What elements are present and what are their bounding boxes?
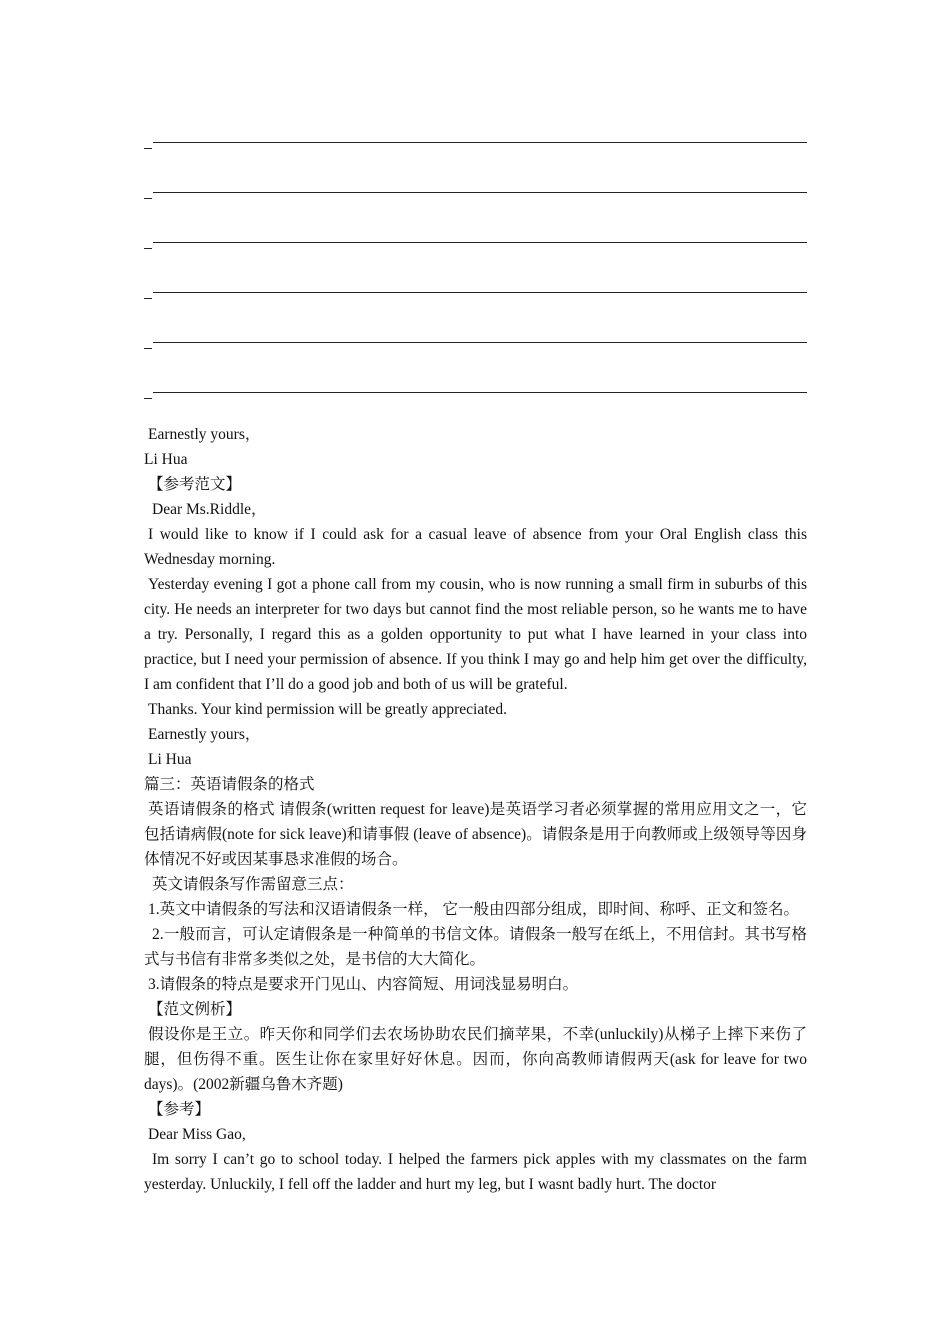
blank-line-dash	[144, 348, 152, 349]
blank-line-dash	[144, 298, 152, 299]
letter-greeting: Dear Ms.Riddle，	[152, 501, 267, 518]
section-heading: 【范文例析】	[148, 1001, 242, 1018]
document-body	[144, 422, 807, 1197]
letter-paragraph: Yesterday evening I got a phone call from my cousin, who is now running a small firm in suburbs of this city. He needs an interpreter for two days but cannot find the most reliable person, so he wants me to have a try. Personally, I regard this as a golden opportunity to put what I have learned in your class into practice, but I need your permission of absence. If you think I may go and help him get over the difficulty, I am confident that I’ll do a good job and both of us will be grateful.	[144, 576, 807, 693]
blank-line-dash	[144, 248, 152, 249]
blank-line-rule	[153, 342, 807, 343]
signature-line: Li Hua	[148, 751, 192, 768]
blank-line	[144, 270, 807, 320]
list-item: 1.英文中请假条的写法和汉语请假条一样， 它一般由四部分组成，即时间、称呼、正文和签名。	[148, 901, 800, 918]
blank-line-dash	[144, 398, 152, 399]
section-title: 篇三：英语请假条的格式	[144, 776, 315, 793]
section-heading: 【参考】	[148, 1101, 211, 1118]
blank-line	[144, 220, 807, 270]
task-paragraph: 假设你是王立。昨天你和同学们去农场协助农民们摘苹果，不幸(unluckily)从梯子上摔下来伤了腿，但伤得不重。医生让你在家里好好休息。因而，你向高教师请假两天(ask for leave for two days)。(2002新疆乌鲁木齐题)	[144, 1026, 807, 1093]
blank-line	[144, 370, 807, 420]
blank-line-rule	[153, 292, 807, 293]
section-heading: 【参考范文】	[148, 476, 242, 493]
points-intro: 英文请假条写作需留意三点：	[152, 876, 354, 893]
blank-line-rule	[153, 242, 807, 243]
blank-line	[144, 170, 807, 220]
letter-paragraph: I would like to know if I could ask for a casual leave of absence from your Oral English class this Wednesday morning.	[144, 526, 807, 568]
blank-line	[144, 120, 807, 170]
letter-greeting: Dear Miss Gao,	[148, 1126, 246, 1143]
list-item: 2.一般而言，可认定请假条是一种简单的书信文体。请假条一般写在纸上，不用信封。其书写格式与书信有非常多类似之处，是书信的大大简化。	[144, 926, 807, 968]
blank-line-rule	[153, 142, 807, 143]
blank-line	[144, 320, 807, 370]
blank-line-dash	[144, 148, 152, 149]
blank-line-dash	[144, 198, 152, 199]
letter-paragraph: Thanks. Your kind permission will be greatly appreciated.	[148, 701, 508, 718]
list-item: 3.请假条的特点是要求开门见山、内容简短、用词浅显易明白。	[148, 976, 579, 993]
closing-line: Earnestly yours，	[148, 726, 261, 743]
signature-line: Li Hua	[144, 451, 188, 468]
closing-line: Earnestly yours，	[148, 426, 261, 443]
letter-paragraph: Im sorry I can’t go to school today. I helped the farmers pick apples with my classmates on the farm yesterday. Unluckily, I fell off the ladder and hurt my leg, but I wasnt badly hurt. The doctor	[144, 1151, 807, 1193]
intro-paragraph: 英语请假条的格式 请假条(written request for leave)是英语学习者必须掌握的常用应用文之一，它包括请病假(note for sick leave)和请事假 (leave of absence)。请假条是用于向教师或上级领导等因身体情况不好或因某事恳求准假的场合。	[144, 801, 807, 868]
blank-line-rule	[153, 192, 807, 193]
blank-line-rule	[153, 392, 807, 393]
answer-blank-lines	[144, 120, 807, 420]
